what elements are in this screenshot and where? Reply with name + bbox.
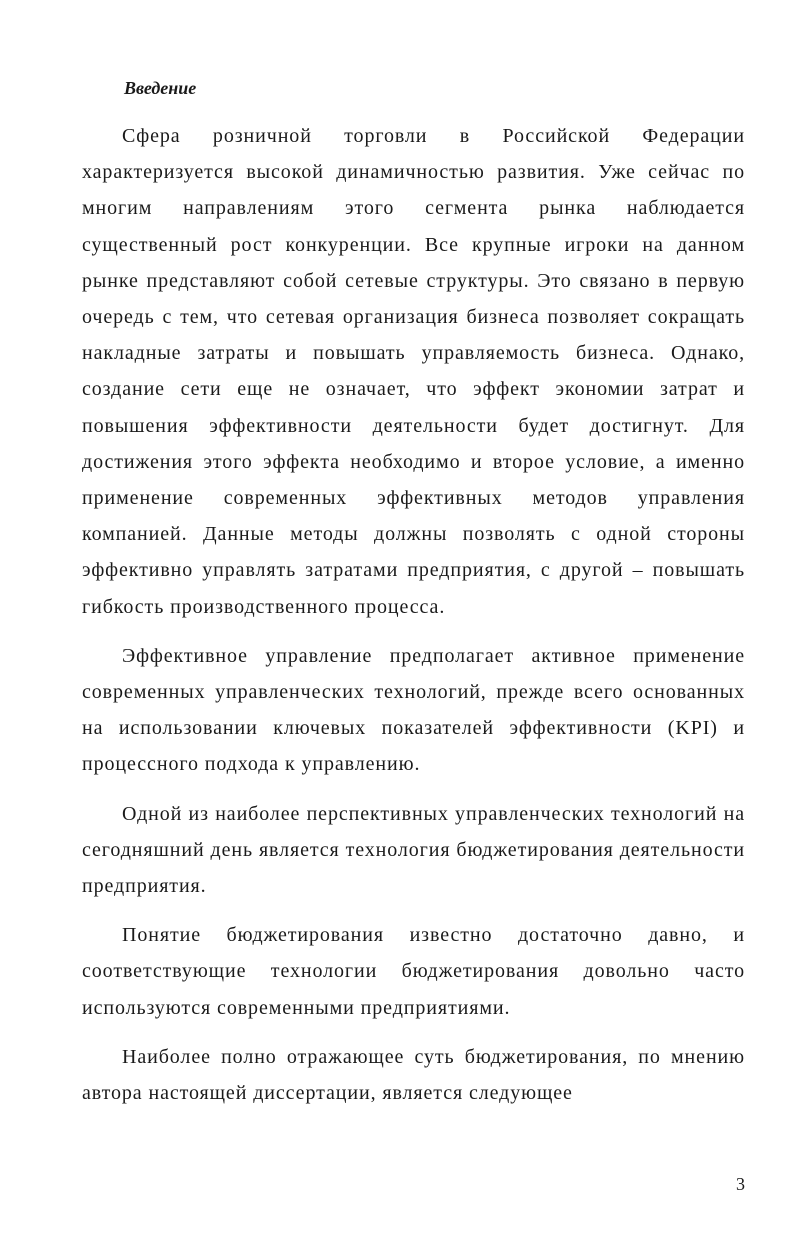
section-heading: Введение: [124, 78, 197, 98]
page-number: 3: [736, 1174, 745, 1194]
paragraph: Сфера розничной торговли в Российской Федерации характеризуется высокой динамичностью развития. Уже сейчас по многим направлениям этого сегмента рынка наблюдается существенный рост конкуренции. Все крупные игроки на данном рынке представляют собой сетевые структуры. Это связано в первую очередь с тем, что сетевая организация бизнеса позволяет сокращать накладные затраты и повышать управляемость бизнеса. Однако, создание сети еще не означает, что эффект экономии затрат и повышения эффективности деятельности будет достигнут. Для достижения этого эффекта необходимо и второе условие, а именно применение современных эффективных методов управления компанией. Данные методы должны позволять с одной стороны эффективно управлять затратами предприятия, с другой – повышать гибкость производственного процесса.: [82, 125, 745, 618]
body-text: [82, 118, 745, 1111]
paragraph: Понятие бюджетирования известно достаточно давно, и соответствующие технологии бюджетирования довольно часто используются современными предприятиями.: [82, 924, 745, 1019]
paragraph: Наиболее полно отражающее суть бюджетирования, по мнению автора настоящей диссертации, является следующее: [82, 1045, 745, 1105]
paragraph: Одной из наиболее перспективных управленческих технологий на сегодняшний день является технология бюджетирования деятельности предприятия.: [82, 802, 745, 898]
paragraph: Эффективное управление предполагает активное применение современных управленческих технологий, прежде всего основанных на использовании ключевых показателей эффективности (KPI) и процессного подхода к управлению.: [82, 644, 745, 776]
